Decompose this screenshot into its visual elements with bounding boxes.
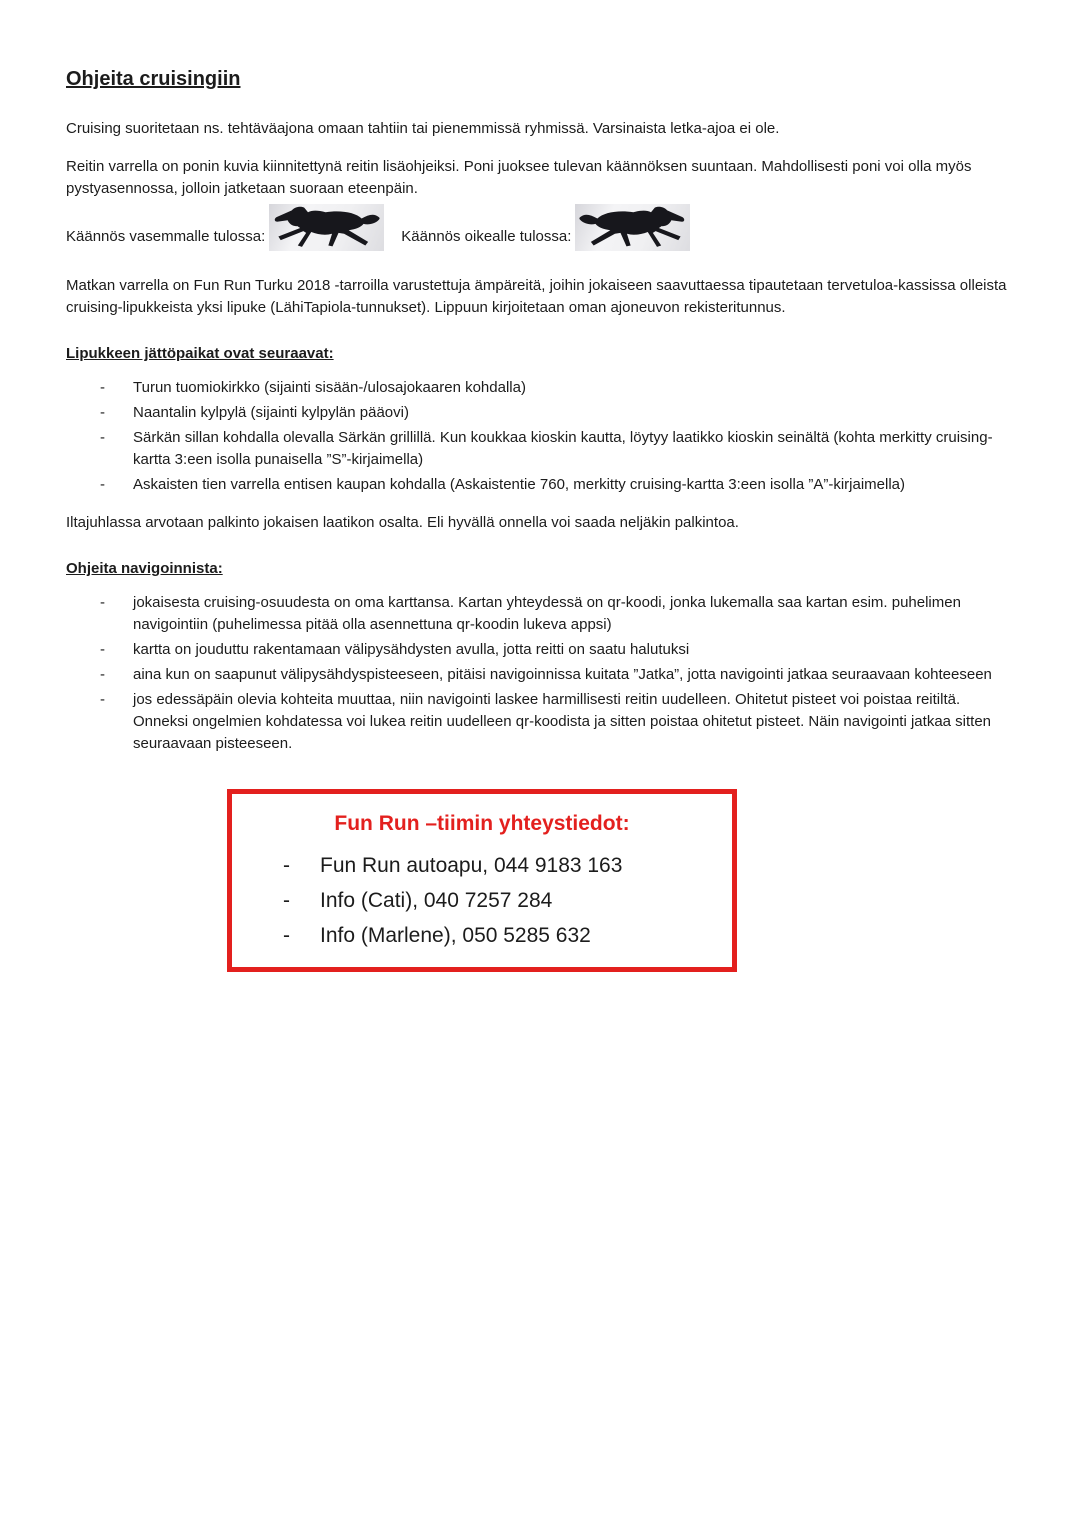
list-item-text: Naantalin kylpylä (sijainti kylpylän pääovi) — [133, 404, 409, 421]
contact-item — [283, 922, 732, 950]
list-item — [66, 427, 1023, 471]
dash-bullet: - — [100, 666, 105, 683]
dash-bullet: - — [100, 404, 105, 421]
dash-bullet: - — [100, 476, 105, 493]
prize-paragraph: Iltajuhlassa arvotaan palkinto jokaisen laatikon osalta. Eli hyvällä onnella voi saada neljäkin palkintoa. — [66, 514, 739, 531]
turn-examples-row — [66, 204, 1023, 251]
list-item-text: Turun tuomiokirkko (sijainti sisään-/ulosajokaaren kohdalla) — [133, 379, 526, 396]
list-item-text: kartta on jouduttu rakentamaan välipysähdysten avulla, jotta reitti on saatu halutuksi — [133, 641, 690, 658]
list-item — [66, 402, 1023, 424]
list-item — [66, 639, 1023, 661]
drop-points-heading: Lipukkeen jättöpaikat ovat seuraavat: — [66, 345, 334, 362]
list-item — [66, 664, 1023, 686]
contact-item — [283, 852, 732, 880]
page-title: Ohjeita cruisingiin — [66, 68, 241, 90]
dash-bullet: - — [100, 429, 105, 446]
dash-bullet: - — [283, 924, 290, 947]
list-item-text: Särkän sillan kohdalla olevalla Särkän grillillä. Kun koukkaa kioskin kautta, löytyy laatikko kioskin seinältä (kohta merkitty cruising-kartta 3:een isolla punaisella ”S”-kirjaimella) — [133, 429, 993, 468]
list-item — [66, 689, 1023, 755]
drop-points-list — [66, 377, 1023, 496]
contact-item-text: Fun Run autoapu, 044 9183 163 — [320, 854, 623, 877]
pony-galloping-right-icon — [575, 204, 690, 251]
dash-bullet: - — [100, 594, 105, 611]
list-item — [66, 377, 1023, 399]
contact-box — [227, 789, 737, 972]
list-item — [66, 592, 1023, 636]
turn-left-label: Käännös vasemmalle tulossa: — [66, 228, 266, 245]
list-item-text: Askaisten tien varrella entisen kaupan kohdalla (Askaistentie 760, merkitty cruising-kartta 3:een isolla ”A”-kirjaimella) — [133, 476, 906, 493]
pony-galloping-left-icon — [269, 204, 384, 251]
pony-instructions-paragraph: Reitin varrella on ponin kuvia kiinnitettynä reitin lisäohjeiksi. Poni juoksee tulevan käännöksen suuntaan. Mahdollisesti poni voi olla myös pystyasennossa, jolloin jatketaan suoraan eteenpäin. — [66, 158, 972, 197]
contact-box-title: Fun Run –tiimin yhteystiedot: — [334, 812, 630, 835]
contact-item-text: Info (Marlene), 050 5285 632 — [320, 924, 591, 947]
list-item-text: jokaisesta cruising-osuudesta on oma karttansa. Kartan yhteydessä on qr-koodi, jonka lukemalla saa kartan esim. puhelimen navigointiin (puhelimessa pitää olla asennettuna qr-koodin lukeva appsi) — [133, 594, 961, 633]
bucket-paragraph: Matkan varrella on Fun Run Turku 2018 -tarroilla varustettuja ämpäreitä, joihin jokaiseen saavuttaessa tipautetaan tervetuloa-kassissa olleista cruising-lipukkeista yksi lipuke (LähiTapiola-tunnukset). Lippuun kirjoitetaan oman ajoneuvon rekisteritunnus. — [66, 277, 1007, 316]
navigation-heading: Ohjeita navigoinnista: — [66, 560, 223, 577]
navigation-list — [66, 592, 1023, 755]
pony-left-silhouette — [271, 205, 382, 250]
contact-item — [283, 887, 732, 915]
dash-bullet: - — [283, 854, 290, 877]
dash-bullet: - — [100, 379, 105, 396]
pony-right-silhouette — [577, 205, 688, 250]
contact-list — [232, 852, 732, 950]
turn-right-label: Käännös oikealle tulossa: — [401, 228, 572, 245]
contact-item-text: Info (Cati), 040 7257 284 — [320, 889, 553, 912]
dash-bullet: - — [283, 889, 290, 912]
list-item-text: jos edessäpäin olevia kohteita muuttaa, niin navigointi laskee harmillisesti reitin uudelleen. Ohitetut pisteet voi poistaa reitiltä. Onneksi ongelmien kohdatessa voi lukea reitin uudelleen qr-koodista ja sitten poistaa ohitetut pisteet. Näin navigointi jatkaa sitten seuraavaan pisteeseen. — [133, 691, 992, 752]
intro-paragraph: Cruising suoritetaan ns. tehtäväajona omaan tahtiin tai pienemmissä ryhmissä. Varsinaista letka-ajoa ei ole. — [66, 120, 780, 137]
dash-bullet: - — [100, 691, 105, 708]
list-item — [66, 474, 1023, 496]
list-item-text: aina kun on saapunut välipysähdyspisteeseen, pitäisi navigoinnissa kuitata ”Jatka”, jotta navigointi jatkaa seuraavaan kohteeseen — [133, 666, 992, 683]
dash-bullet: - — [100, 641, 105, 658]
